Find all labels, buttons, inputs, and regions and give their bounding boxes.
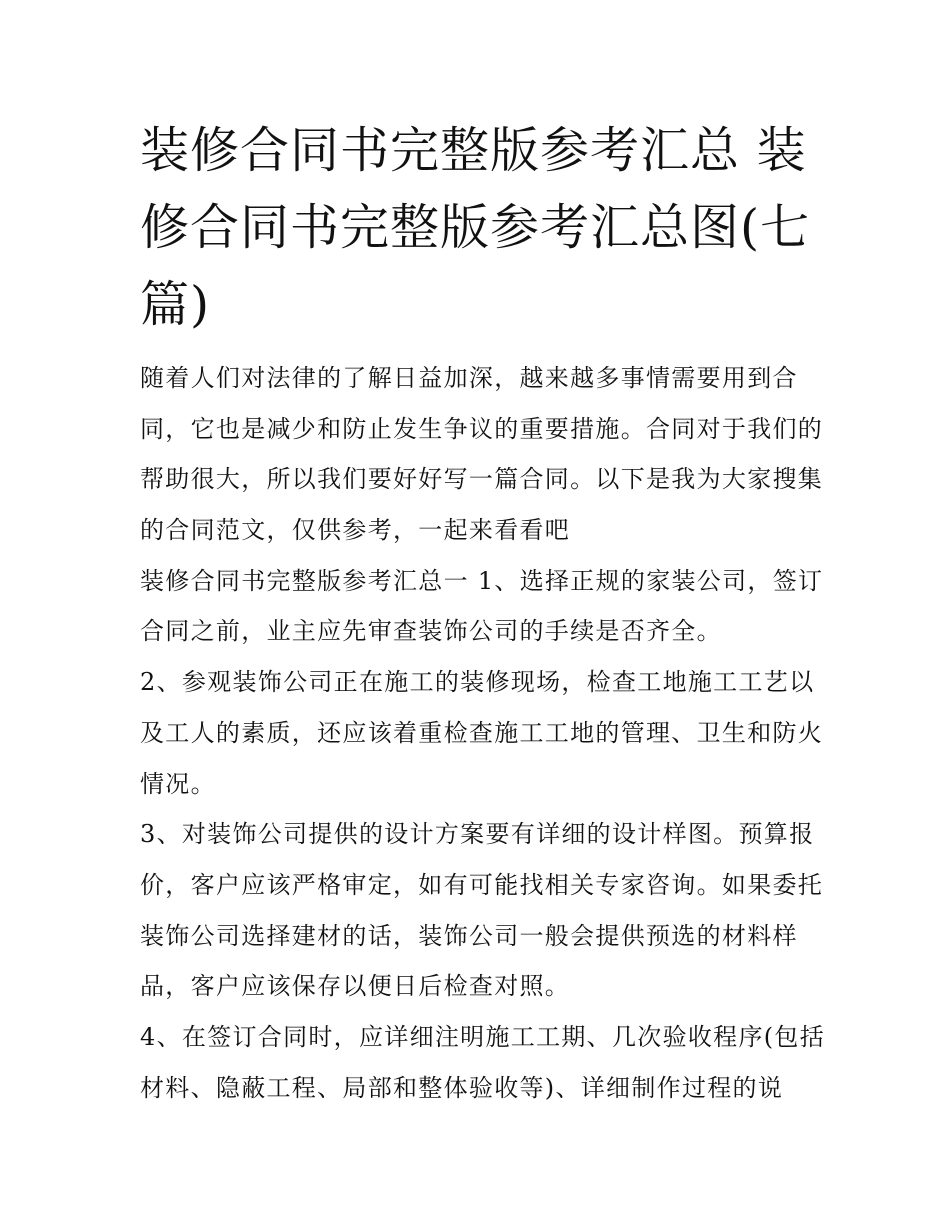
body-line: 的合同范文，仅供参考，一起来看看吧	[140, 516, 571, 545]
body-line: 帮助很大，所以我们要好好写一篇合同。以下是我为大家搜集	[140, 465, 824, 494]
document-title	[140, 112, 820, 343]
body-line: 2、参观装饰公司正在施工的装修现场，检查工地施工工艺以	[140, 668, 815, 697]
body-line: 装饰公司选择建材的话，装饰公司一般会提供预选的材料样	[140, 921, 798, 950]
body-line: 合同之前，业主应先审查装饰公司的手续是否齐全。	[140, 617, 722, 646]
body-line: 价，客户应该严格审定，如有可能找相关专家咨询。如果委托	[140, 870, 824, 899]
body-line: 4、在签订合同时，应详细注明施工工期、几次验收程序(包括	[140, 1022, 826, 1051]
title-line: 篇)	[140, 276, 211, 333]
body-line: 同，它也是减少和防止发生争议的重要措施。合同对于我们的	[140, 414, 824, 443]
document-body	[140, 353, 830, 1113]
title-line: 装修合同书完整版参考汇总 装	[140, 122, 807, 179]
body-line: 材料、隐蔽工程、局部和整体验收等)、详细制作过程的说	[140, 1073, 784, 1102]
body-line: 品，客户应该保存以便日后检查对照。	[140, 972, 571, 1001]
body-line: 情况。	[140, 769, 216, 798]
title-line: 修合同书完整版参考汇总图(七	[140, 199, 811, 256]
body-line: 随着人们对法律的了解日益加深，越来越多事情需要用到合	[140, 364, 798, 392]
body-line: 及工人的素质，还应该着重检查施工工地的管理、卫生和防火	[140, 718, 824, 747]
body-line: 3、对装饰公司提供的设计方案要有详细的设计样图。预算报	[140, 820, 815, 849]
body-line: 装修合同书完整版参考汇总一 1、选择正规的家装公司，签订	[140, 566, 824, 595]
